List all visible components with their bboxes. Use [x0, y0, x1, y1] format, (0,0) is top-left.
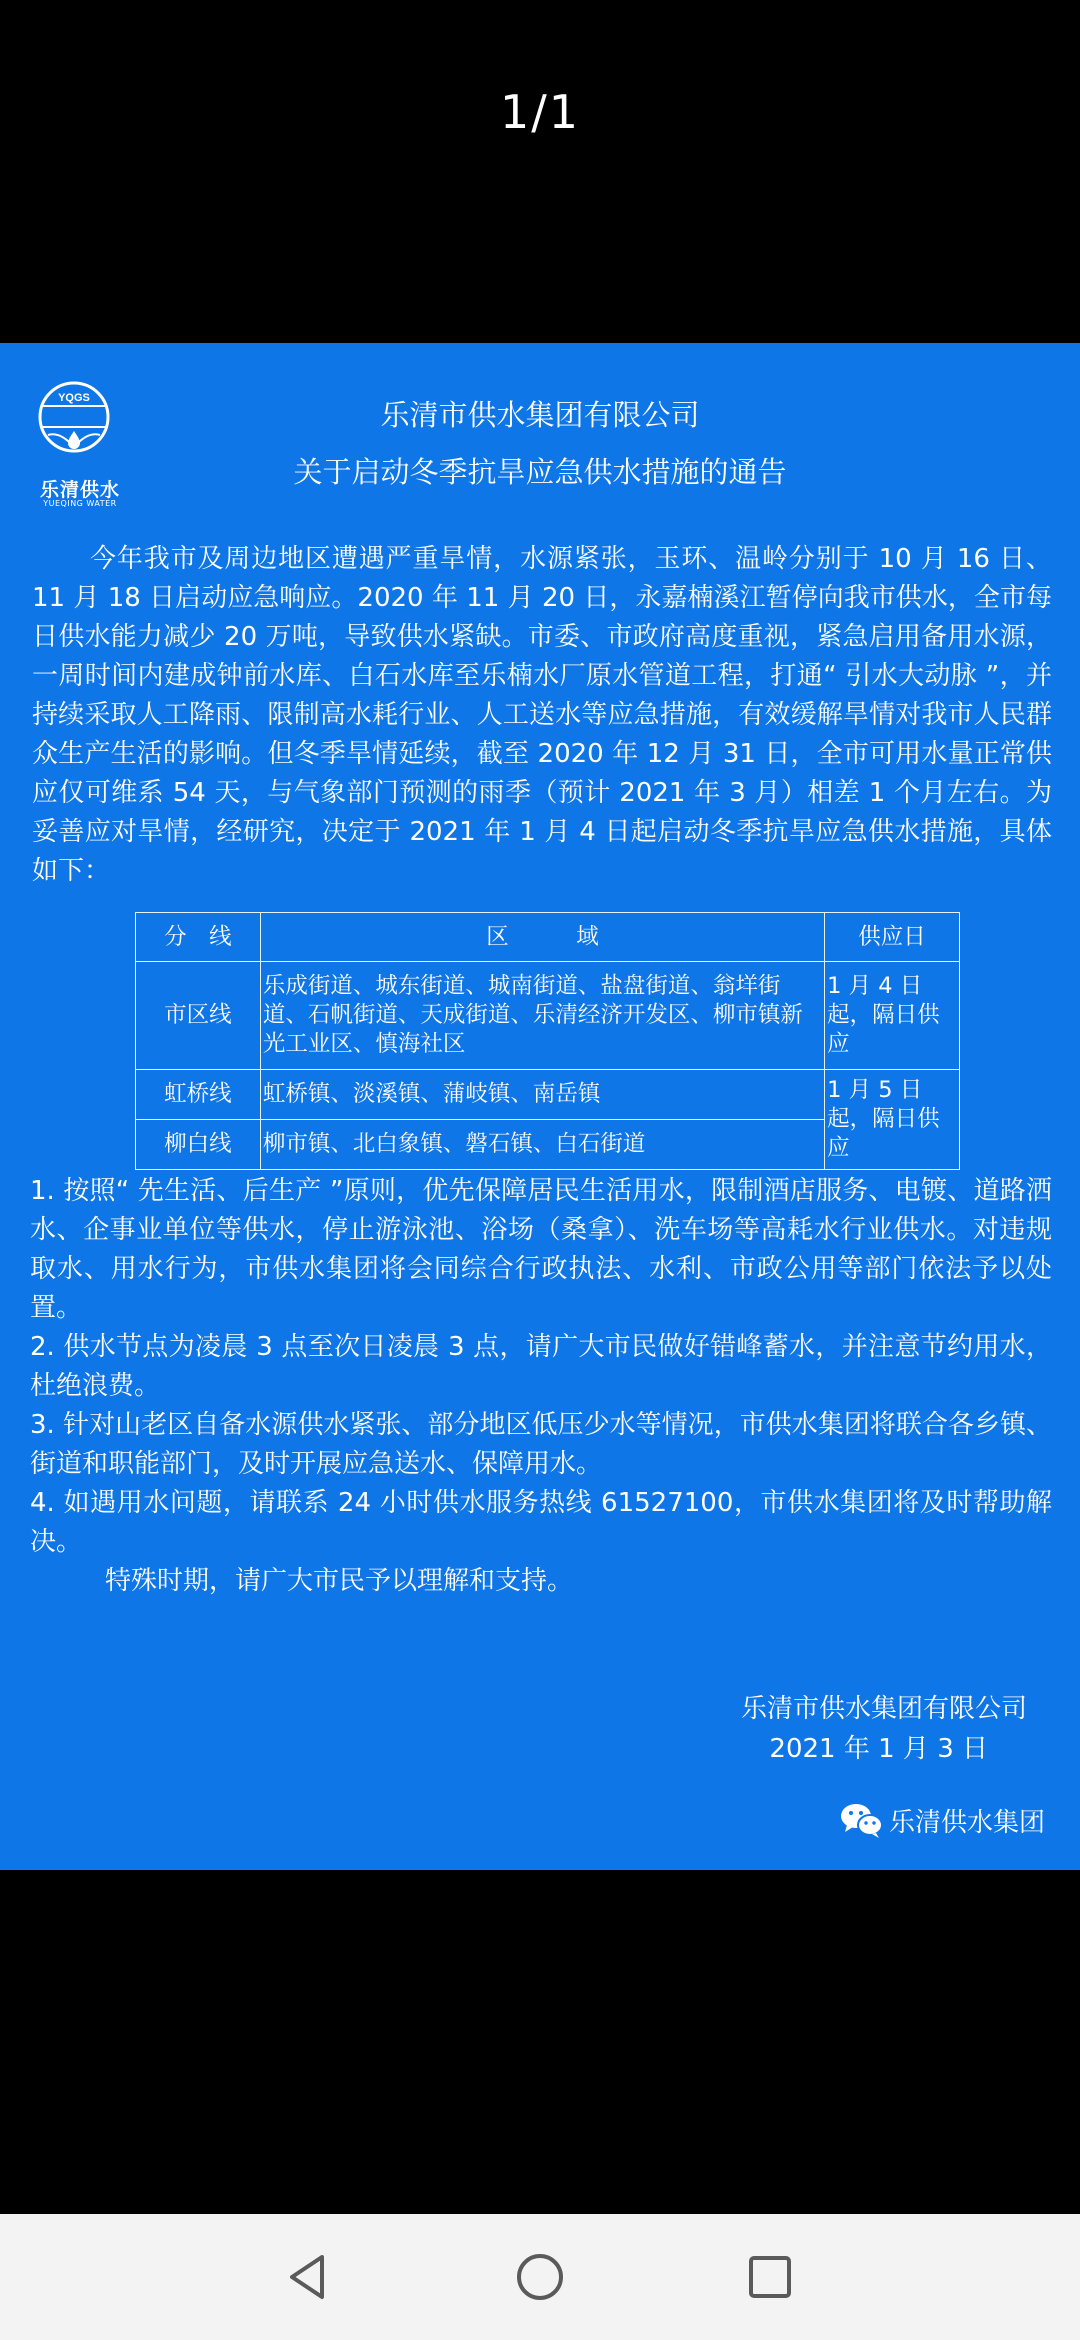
- svg-text:YQGS: YQGS: [58, 392, 90, 404]
- list-item: 2. 供水节点为凌晨 3 点至次日凌晨 3 点，请广大市民做好错峰蓄水，并注意节约用水，杜绝浪费。: [30, 1332, 1052, 1401]
- table-row: [136, 1070, 960, 1120]
- table-cell-area: 虹桥镇、淡溪镇、蒲岐镇、南岳镇: [260, 1070, 824, 1120]
- logo-subtitle: YUEQING WATER: [43, 499, 117, 508]
- wechat-source-name: 乐清供水集团: [888, 1807, 1045, 1838]
- signature-org: 乐清市供水集团有限公司: [740, 1694, 1027, 1724]
- table-cell-area: 柳市镇、北白象镇、磐石镇、白石街道: [260, 1120, 824, 1170]
- table-cell-supply-day: 1 月 5 日起，隔日供应: [825, 1070, 960, 1170]
- supply-schedule-table: [135, 912, 960, 1170]
- wechat-icon: [839, 1801, 885, 1839]
- signature-date: 2021 年 1 月 3 日: [769, 1734, 988, 1764]
- recent-apps-icon[interactable]: [740, 2247, 800, 2307]
- header-area: 区 域: [260, 913, 824, 962]
- notice-image: [0, 343, 1080, 1870]
- table-header-row: [136, 913, 960, 962]
- back-icon[interactable]: [278, 2247, 338, 2307]
- notice-title: 关于启动冬季抗旱应急供水措施的通告: [293, 455, 787, 489]
- notice-paragraph: 今年我市及周边地区遭遇严重旱情，水源紧张，玉环、温岭分别于 10 月 16 日、11 月 18 日启动应急响应。2020 年 11 月 20 日，永嘉楠溪江暂停向我市供水，全市每日供水能力减少 20 万吨，导致供水紧缺。市委、市政府高度重视，紧急启用备用水源，一周时间内建成钟前水库、白石水库至乐楠水厂原水管道工程，打通“ 引水大动脉 ”，并持续采取人工降雨、限制高水耗行业、人工送水等应急措施，有效缓解旱情对我市人民群众生产生活的影响。但冬季旱情延续，截至 2020 年 12 月 31 日，全市可用水量正常供应仅可维系 54 天，与气象部门预测的雨季（预计 2021 年 3 月）相差 1 个月左右。为妥善应对旱情，经研究，决定于 2021 年 1 月 4 日起启动冬季抗旱应急供水措施，具体如下：: [32, 544, 1052, 886]
- table-cell-district: 虹桥线: [136, 1070, 261, 1120]
- page-indicator: 1/1: [499, 85, 581, 139]
- table-row: [136, 962, 960, 1070]
- table-cell-district: 市区线: [136, 962, 261, 1070]
- table-cell-district: 柳白线: [136, 1120, 261, 1170]
- measures-list: [30, 1172, 1052, 1601]
- system-navigation-bar: [0, 2214, 1080, 2340]
- header-supply-day: 供应日: [825, 913, 960, 962]
- wechat-source: [839, 1801, 1045, 1839]
- closing-line: 特殊时期，请广大市民予以理解和支持。: [105, 1566, 574, 1596]
- table-cell-supply-day: 1 月 4 日起，隔日供应: [825, 962, 960, 1070]
- list-item: 3. 针对山老区自备水源供水紧张、部分地区低压少水等情况，市供水集团将联合各乡镇、街道和职能部门，及时开展应急送水、保障用水。: [30, 1410, 1052, 1479]
- header-district: 分 线: [136, 913, 261, 962]
- list-item: 4. 如遇用水问题，请联系 24 小时供水服务热线 61527100，市供水集团将及时帮助解决。: [30, 1488, 1052, 1557]
- table-cell-area: 乐成街道、城东街道、城南街道、盐盘街道、翁垟街道、石帆街道、天成街道、乐清经济开发区、柳市镇新光工业区、慎海社区: [260, 962, 824, 1070]
- org-title: 乐清市供水集团有限公司: [380, 398, 700, 432]
- home-icon[interactable]: [510, 2247, 570, 2307]
- logo-name: 乐清供水: [39, 479, 120, 501]
- list-item: 1. 按照“ 先生活、后生产 ”原则，优先保障居民生活用水，限制酒店服务、电镀、道路洒水、企事业单位等供水，停止游泳池、浴场（桑拿）、洗车场等高耗水行业供水。对违规取水、用水行为，市供水集团将会同综合行政执法、水利、市政公用等部门依法予以处置。: [30, 1176, 1052, 1323]
